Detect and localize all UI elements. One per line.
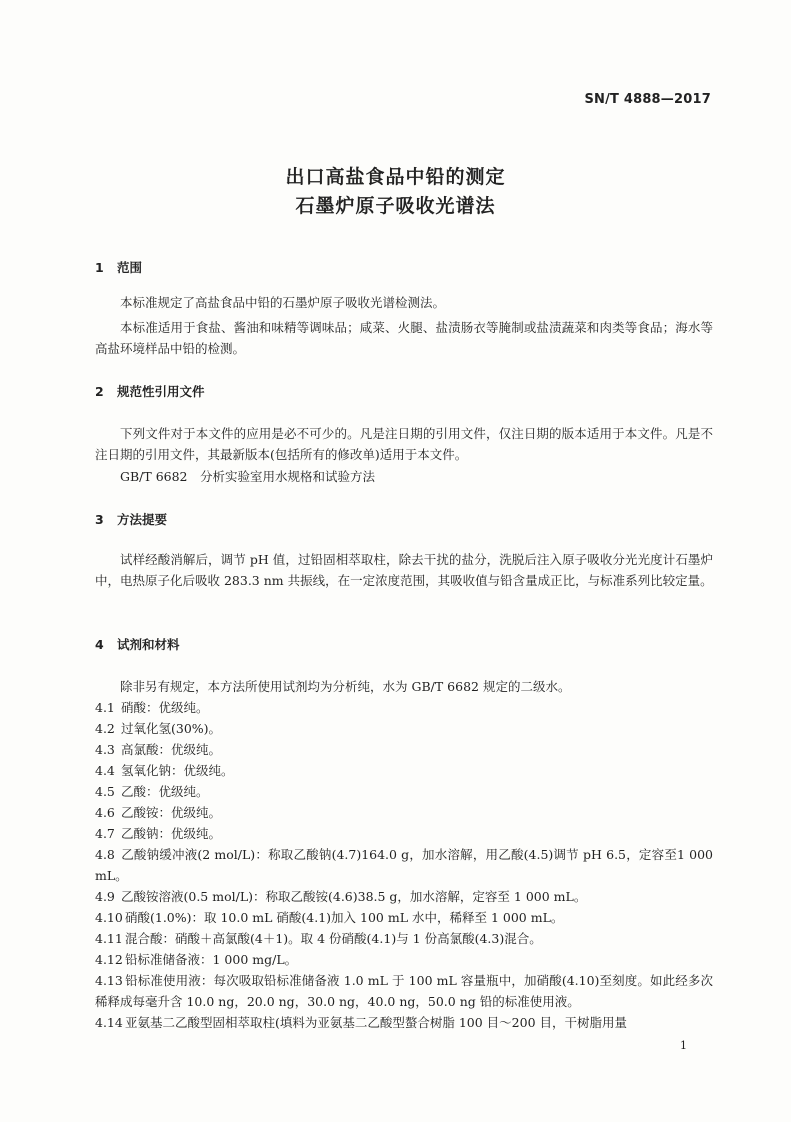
section-3-paragraph-1: 试样经酸消解后，调节 pH 值，过铅固相萃取柱，除去干扰的盐分，洗脱后注入原子吸收分光光度计石墨炉中，电热原子化后吸收 283.3 nm 共振线，在一定浓度范围，其吸收值与铅含量成正比，与标准系列比较定量。 [95,552,713,588]
section-1-heading [95,258,142,276]
section-1-paragraph-1: 本标准规定了高盐食品中铅的石墨炉原子吸收光谱检测法。 [120,295,446,310]
reagent-item: 4.10 硝酸(1.0%)：取 10.0 mL 硝酸(4.1)加入 100 mL 水中，稀释至 1 000 mL。 [95,910,564,925]
section-number: 3 [95,512,104,527]
section-number: 1 [95,260,104,275]
reagent-item: 4.6 乙酸铵：优级纯。 [95,805,222,820]
reagent-item: 4.2 过氧化氢(30%)。 [95,721,222,736]
section-2-paragraph-1: 下列文件对于本文件的应用是必不可少的。凡是注日期的引用文件，仅注日期的版本适用于本文件。凡是不注日期的引用文件，其最新版本(包括所有的修改单)适用于本文件。 [95,426,713,462]
reagent-item: 4.12 铅标准储备液：1 000 mg/L。 [95,952,298,967]
reagent-item: 4.13 铅标准使用液：每次吸取铅标准储备液 1.0 mL 于 100 mL 容量瓶中，加硝酸(4.10)至刻度。如此经多次稀释成每毫升含 10.0 ng，20.0 ng，30.0 ng，40.0 ng，50.0 ng 铅的标准使用液。 [95,973,713,1009]
section-4-heading [95,635,180,653]
reagent-item: 4.3 高氯酸：优级纯。 [95,742,222,757]
section-3-heading [95,510,167,528]
reagent-item: 4.5 乙酸：优级纯。 [95,784,209,799]
reagent-item: 4.7 乙酸钠：优级纯。 [95,826,222,841]
section-title: 试剂和材料 [117,637,180,652]
section-title: 范围 [117,260,143,275]
reagent-item: 4.11 混合酸：硝酸＋高氯酸(4＋1)。取 4 份硝酸(4.1)与 1 份高氯酸(4.3)混合。 [95,931,542,946]
section-2-heading [95,382,205,400]
section-1-paragraph-2: 本标准适用于食盐、酱油和味精等调味品；咸菜、火腿、盐渍肠衣等腌制或盐渍蔬菜和肉类等食品；海水等高盐环境样品中铅的检测。 [95,320,713,356]
section-title: 规范性引用文件 [117,384,205,399]
reagent-item: 4.9 乙酸铵溶液(0.5 mol/L)：称取乙酸铵(4.6)38.5 g，加水溶解，定容至 1 000 mL。 [95,889,587,904]
reagent-item: 4.1 硝酸：优级纯。 [95,700,209,715]
reagent-item: 4.14 亚氨基二乙酸型固相萃取柱(填料为亚氨基二乙酸型螯合树脂 100 目～200 目，干树脂用量 [95,1015,628,1030]
standard-number: SN/T 4888—2017 [584,92,711,107]
normative-reference: GB/T 6682 分析实验室用水规格和试验方法 [120,469,376,484]
section-title: 方法提要 [117,512,168,527]
document-title-line1: 出口高盐食品中铅的测定 [285,166,506,188]
document-title-line2: 石墨炉原子吸收光谱法 [295,195,496,217]
section-4-intro: 除非另有规定，本方法所使用试剂均为分析纯，水为 GB/T 6682 规定的二级水。 [120,679,571,694]
section-number: 4 [95,637,104,652]
reagent-item: 4.8 乙酸钠缓冲液(2 mol/L)：称取乙酸钠(4.7)164.0 g，加水溶解，用乙酸(4.5)调节 pH 6.5，定容至1 000 mL。 [95,847,713,883]
reagent-item: 4.4 氢氧化钠：优级纯。 [95,763,234,778]
page-number: 1 [680,1039,687,1052]
section-number: 2 [95,384,104,399]
